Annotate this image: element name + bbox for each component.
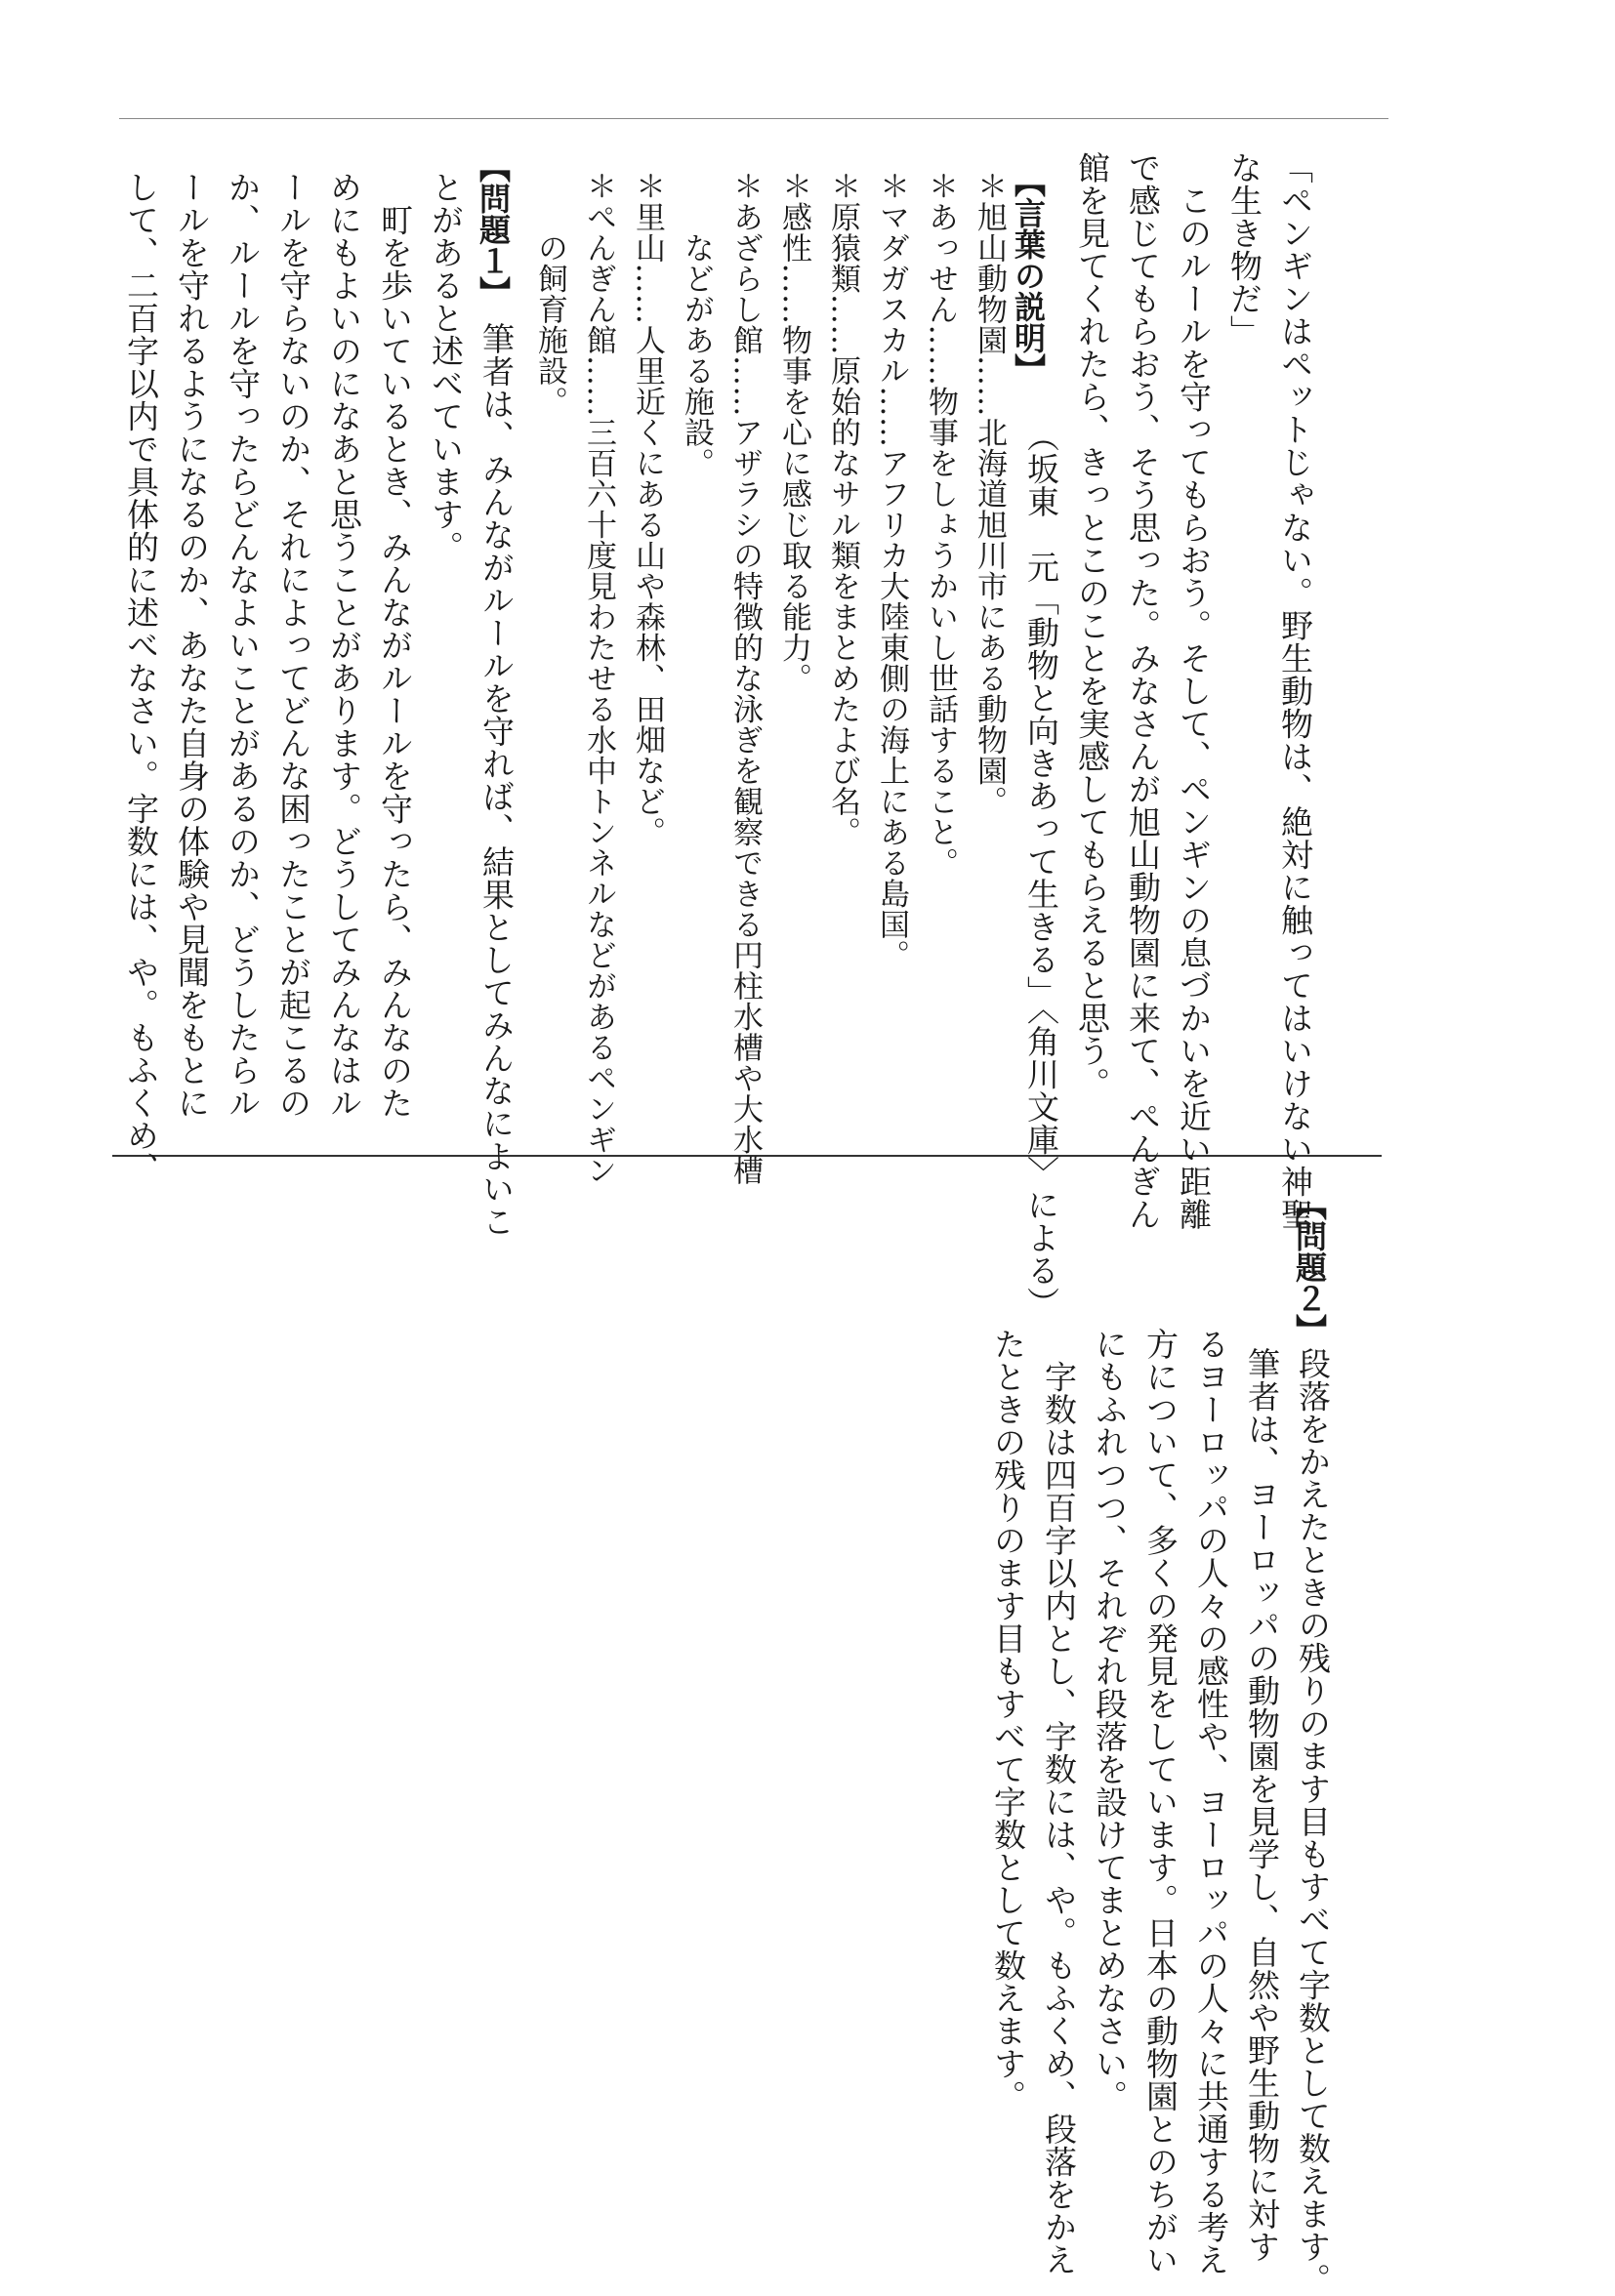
question1-line: 町を歩いているとき、みんながルールを守ったら、みんなのた <box>376 171 414 1120</box>
glossary-item: ＊里山……人里近くにある山や森林、田畑など。 <box>630 171 665 847</box>
question2-line: 段落をかえたときの残りのます目もすべて字数として数えます。 <box>1294 1347 1332 2296</box>
glossary-item: の飼育施設。 <box>532 171 567 417</box>
question2-line: るヨーロッパの人々の感性や、ヨーロッパの人々に共通する考え <box>1192 1328 1230 2276</box>
question1-line: して、二百字以内で具体的に述べなさい。字数には、や。もふくめ、 <box>122 171 160 1185</box>
passage-line: 館を見てくれたら、きっとこのことを実感してもらえると思う。 <box>1073 151 1111 1100</box>
glossary-item: ＊マダガスカル……アフリカ大陸東側の海上にある島国。 <box>874 171 909 970</box>
question2-line: 字数は四百字以内とし、字数には、や。もふくめ、段落をかえ <box>1040 1328 1078 2276</box>
passage-line: 「ペンギンはペットじゃない。野生動物は、絶対に触ってはいけない神聖 <box>1276 151 1314 1231</box>
glossary-item: ＊旭山動物園……北海道旭川市にある動物園。 <box>972 171 1007 817</box>
passage-line: で感じてもらおう、そう思った。みなさんが旭山動物園に来て、ぺんぎん <box>1124 151 1162 1231</box>
question2-line: 方について、多くの発見をしています。日本の動物園とのちがい <box>1141 1328 1180 2276</box>
question2-line: たときの残りのます目もすべて字数として数えます。 <box>989 1328 1027 2112</box>
glossary-item: ＊感性……物事を心に感じ取る能力。 <box>776 171 811 694</box>
question2-line: 筆者は、ヨーロッパの動物園を見学し、自然や野生動物に対す <box>1243 1347 1281 2263</box>
question1-line: ールを守れるようになるのか、あなた自身の体験や見聞をもとに <box>173 171 211 1120</box>
question2-label: 【問題２】 <box>1291 1189 1328 1345</box>
glossary-item: ＊ぺんぎん館……三百六十度見わたせる水中トンネルなどがあるペンギン <box>581 171 616 1186</box>
glossary-item: ＊あざらし館……アザラシの特徴的な泳ぎを観察できる円柱水槽や大水槽 <box>727 171 763 1186</box>
passage-line: な生き物だ」 <box>1225 151 1263 348</box>
question1-line: か、ルールを守ったらどんなよいことがあるのか、どうしたらル <box>224 171 262 1120</box>
glossary-item: ＊あっせん……物事をしょうかいし世話すること。 <box>923 171 958 879</box>
question1-line: とがあると述べています。 <box>427 171 465 563</box>
glossary-item: ＊原猿類……原始的なサル類をまとめたよび名。 <box>825 171 860 847</box>
glossary-item: などがある施設。 <box>679 171 714 478</box>
question1-line: 筆者は、みんながルールを守れば、結果としてみんなによいこ <box>477 322 516 1238</box>
question1-label: 【問題１】 <box>475 151 512 308</box>
glossary-heading: 【言葉の説明】 <box>1010 166 1047 385</box>
passage-source: （坂東 元「動物と向きあって生きる」〈角川文庫〉による） <box>1022 420 1060 1320</box>
top-rule <box>119 118 1388 119</box>
question1-line: めにもよいのになあと思うことがあります。どうしてみんなはル <box>325 171 363 1120</box>
question1-line: ールを守らないのか、それによってどんな困ったことが起こるの <box>274 171 312 1120</box>
passage-line: このルールを守ってもらおう。そして、ペンギンの息づかいを近い距離 <box>1175 151 1213 1231</box>
question2-line: にもふれつつ、それぞれ段落を設けてまとめなさい。 <box>1091 1328 1129 2112</box>
